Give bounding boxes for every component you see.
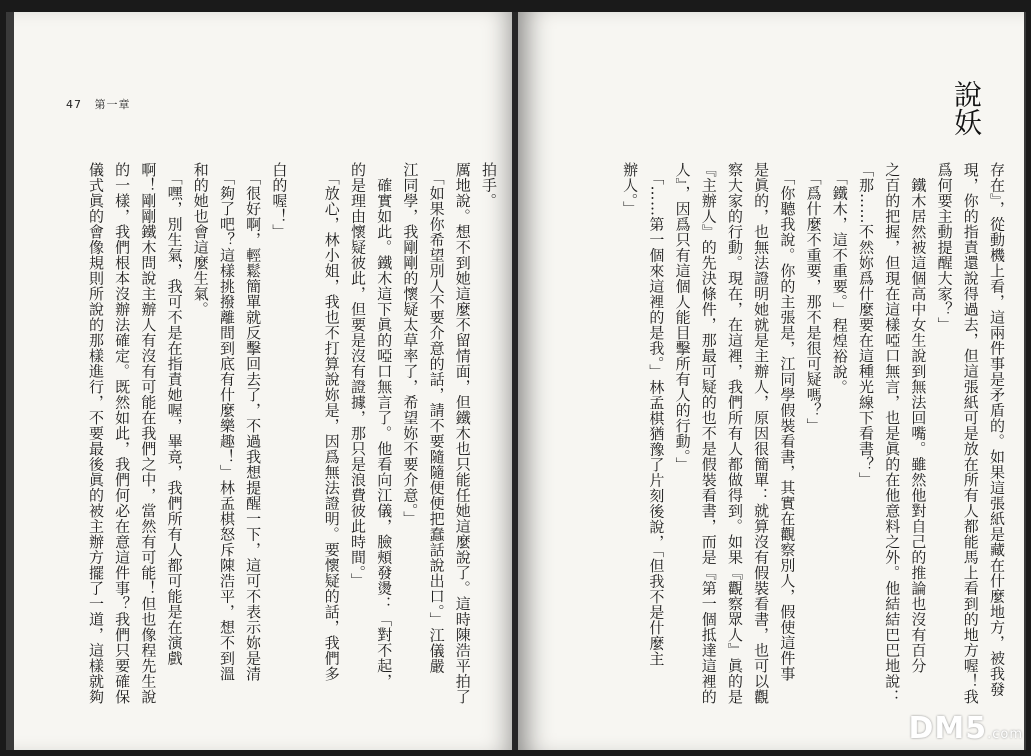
text-line: 「鐵木，這不重要。」程煌裕說。 — [830, 162, 849, 395]
text-line: 現，你的指責還說得過去，但這張紙可是放在所有人都能馬上看到的地方喔！我 — [961, 162, 980, 705]
text-line: 「夠了吧？這樣挑撥離間到底有什麼樂趣！」林孟棋怒斥陳浩平，想不到溫 — [217, 162, 236, 682]
chapter-title: 第一章 — [94, 98, 131, 111]
text-line: 之百的把握，但現在這樣啞口無言，也是眞的在他意料之外。他結結巴巴地說： — [883, 162, 902, 705]
text-line: 和的她也會這麼生氣。 — [191, 162, 210, 317]
page-number: 47 — [66, 98, 82, 111]
text-line: 「爲什麼不重要，那不是很可疑嗎？」 — [804, 162, 823, 434]
text-line: 厲地說。想不到她這麼不留情面，但鐵木也只能任她這麼說了。這時陳浩平拍了 — [453, 162, 472, 705]
text-line: 確實如此。鐵木這下眞的啞口無言了。他看向江儀，臉頰發燙：「對不起， — [375, 162, 394, 689]
right-page-body — [520, 162, 1010, 705]
text-line: 「那……不然妳爲什麼要在這種光線下看書？」 — [856, 162, 875, 488]
site-watermark — [908, 711, 1023, 746]
text-line: 「你聽我說。你的主張是，江同學假裝看書，其實在觀察別人，假使這件事 — [778, 162, 797, 682]
series-logo-text: 說妖 — [950, 80, 983, 136]
text-line: 白的喔！」 — [270, 162, 289, 240]
watermark-brand: DM5 — [908, 711, 988, 746]
text-line: 拍手。 — [480, 162, 498, 209]
text-line: 是眞的，也無法證明她就是主辦人，原因很簡單：就算沒有假裝看書，也可以觀 — [752, 162, 771, 705]
book-spread — [6, 12, 1026, 750]
text-line: 江同學，我剛剛的懷疑太草率了，希望妳不要介意。」 — [401, 162, 420, 527]
text-line: 儀式眞的會像規則所說的那樣進行，不要最後眞的被主辦方擺了一道，這樣就夠 — [86, 162, 105, 705]
text-line: 鐵木居然被這個高中女生說到無法回嘴。雖然他對自己的推論也沒有百分 — [909, 162, 928, 674]
text-line: 啊！剛剛鐵木問說主辦人有沒有可能在我們之中，當然有可能！但也像程先生說 — [139, 162, 158, 705]
text-line: 「嘿，別生氣，我可不是在指責她喔，畢竟，我們所有人都可能是在演戲 — [165, 162, 184, 666]
text-line: 爲何要主動提醒大家？」 — [935, 162, 954, 333]
text-line: 的一樣，我們根本沒辦法確定。既然如此，我們何必在意這件事？我們只要確保 — [113, 162, 132, 705]
text-line: 人』，因爲只有這個人能目擊所有人的行動。」 — [673, 162, 692, 473]
left-page-body — [32, 162, 502, 705]
right-page — [518, 12, 1024, 750]
text-line: 察大家的行動。現在，在這裡，我們所有人都做得到。如果『觀察眾人』眞的是 — [725, 162, 744, 705]
series-logo — [934, 76, 998, 140]
text-line: 『主辦人』的先決條件，那最可疑的也不是假裝看書，而是『第一個抵達這裡的 — [699, 162, 718, 705]
text-line: 「……第一個來這裡的是我。」林孟棋猶豫了片刻後說，「但我不是什麼主 — [647, 162, 666, 667]
running-header — [66, 96, 139, 112]
text-line: 辦人。」 — [621, 162, 640, 217]
text-line — [292, 162, 318, 702]
left-page — [14, 12, 514, 750]
text-line: 「如果你希望別人不要介意的話，請不要隨隨便便把蠢話說出口。」江儀嚴 — [427, 162, 446, 674]
text-line: 的是理由懷疑彼此，但要是沒有證據，那只是浪費彼此時間。」 — [348, 162, 367, 589]
text-line: 「放心，林小姐，我也不打算說妳是，因爲無法證明。要懷疑的話，我們多 — [322, 162, 341, 682]
text-line: 存在』，從動機上看，這兩件事是矛盾的。如果這張紙是藏在什麼地方，被我發 — [988, 162, 1006, 697]
watermark-suffix: .com — [987, 727, 1023, 742]
text-line: 「很好啊，輕鬆簡單就反擊回去了，不過我想提醒一下，這可不表示妳是清 — [244, 162, 263, 682]
